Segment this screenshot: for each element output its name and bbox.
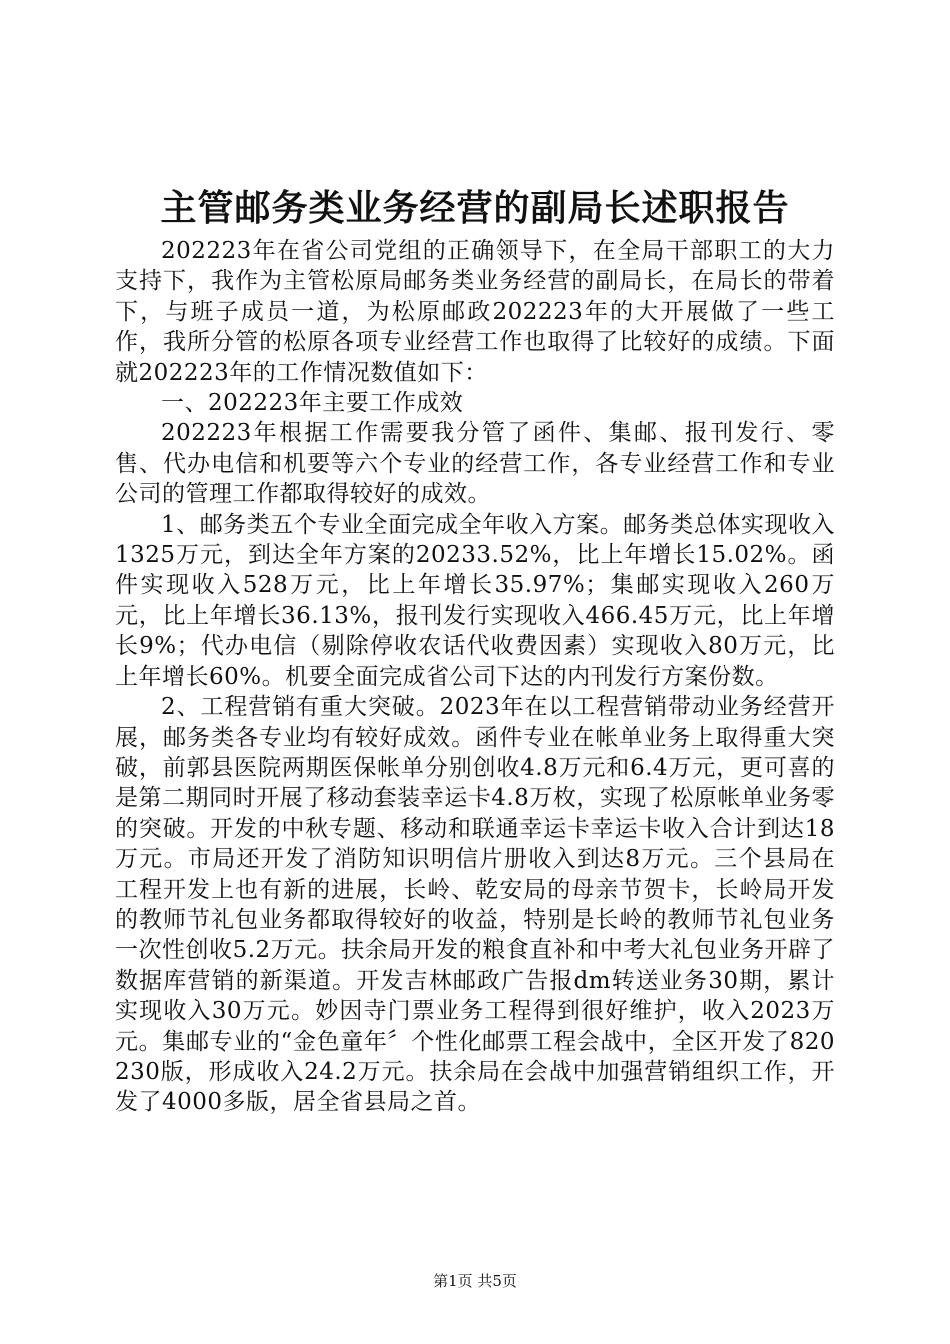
paragraph-overview: 202223年根据工作需要我分管了函件、集邮、报刊发行、零售、代办电信和机要等六个专业的经营工作，各专业经营工作和专业公司的管理工作都取得较好的成效。 (115, 420, 835, 508)
section-heading: 一、202223年主要工作成效 (161, 390, 464, 417)
paragraph-income: 1、邮务类五个专业全面完成全年收入方案。邮务类总体实现收入1325万元，到达全年方案的20233.52%，比上年增长15.02%。函件实现收入528万元，比上年增长35.97%；集邮实现收入260万元，比上年增长36.13%，报刊发行实现收入466.45万元，比上年增长9%；代办电信（剔除停收农话代收费因素）实现收入80万元，比上年增长60%。机要全面完成省公司下达的内刊发行方案份数。 (115, 511, 835, 690)
document-body (115, 236, 835, 1118)
page-footer: 第1页 共5页 (433, 1272, 517, 1290)
paragraph-marketing: 2、工程营销有重大突破。2023年在以工程营销带动业务经营开展，邮务类各专业均有较好成效。函件专业在帐单业务上取得重大突破，前郭县医院两期医保帐单分别创收4.8万元和6.4万元，更可喜的是第二期同时开展了移动套装幸运卡4.8万枚，实现了松原帐单业务零的突破。开发的中秋专题、移动和联通幸运卡幸运卡收入合计到达18万元。市局还开发了消防知识明信片册收入到达8万元。三个县局在工程开发上也有新的进展，长岭、乾安局的母亲节贺卡，长岭局开发的教师节礼包业务都取得较好的收益，特别是长岭的教师节礼包业务一次性创收5.2万元。扶余局开发的粮食直补和中考大礼包业务开辟了数据库营销的新渠道。开发吉林邮政广告报dm转送业务30期，累计实现收入30万元。妙因寺门票业务工程得到很好维护，收入2023万元。集邮专业的“金色童年〞个性化邮票工程会战中，全区开发了820230版，形成收入24.2万元。扶余局在会战中加强营销组织工作，开发了4000多版，居全省县局之首。 (115, 694, 835, 1116)
paragraph-intro: 202223年在省公司党组的正确领导下，在全局干部职工的大力支持下，我作为主管松原局邮务类业务经营的副局长，在局长的带着下，与班子成员一道，为松原邮政202223年的大开展做了一些工作，我所分管的松原各项专业经营工作也取得了比较好的成绩。下面就202223年的工作情况数值如下： (115, 238, 835, 386)
page-title: 主管邮务类业务经营的副局长述职报告 (160, 187, 790, 229)
